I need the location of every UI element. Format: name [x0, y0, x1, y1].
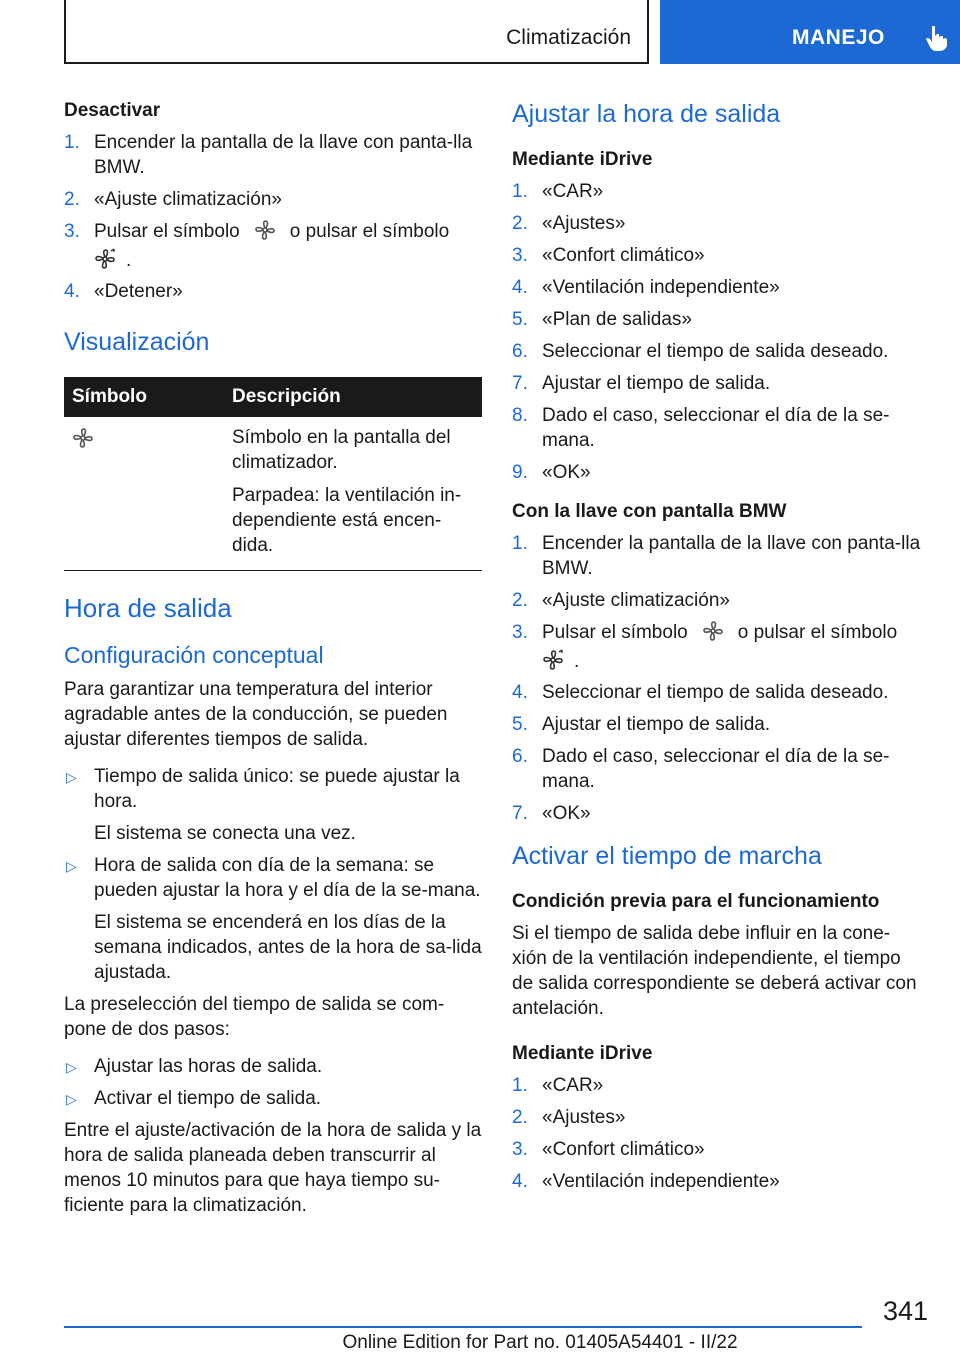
fan-icon	[702, 620, 724, 642]
list-item: 4. Seleccionar el tiempo de salida deseado.	[512, 682, 889, 703]
key-steps	[512, 531, 922, 826]
departure-heading: Hora de salida	[64, 593, 232, 623]
right-column	[512, 100, 922, 1201]
list-item: 4. «Ventilación independiente»	[512, 1171, 780, 1192]
col-header-symbol: Símbolo	[64, 377, 224, 417]
concept-intro: Para garantizar una temperatura del interior agradable antes de la conducción, se pueden ajustar diferentes tiempos de salida.	[64, 679, 448, 750]
key-heading: Con la llave con pantalla BMW	[512, 501, 787, 522]
list-item: 3. «Confort climático»	[512, 1139, 705, 1160]
list-item: 2. «Ajustes»	[512, 1107, 626, 1128]
chapter-tab-label: MANEJO	[792, 26, 885, 49]
deactivate-steps	[64, 130, 482, 304]
list-item: 3. «Confort climático»	[512, 245, 705, 266]
list-item: 4. «Detener»	[64, 281, 183, 302]
list-item: 2. «Ajuste climatización»	[512, 590, 730, 611]
timing-note: Entre el ajuste/activación de la hora de salida y la hora de salida planeada deben transcurrir al menos 10 minutos para que haya tiempo su‐ficiente para la climatización.	[64, 1120, 482, 1216]
activate-idrive-steps	[512, 1073, 922, 1194]
section-title: Climatización	[506, 26, 631, 49]
list-item: 3. Pulsar el símbolo o pulsar el símbolo .	[64, 221, 450, 271]
list-item: 1. Encender la pantalla de la llave con panta‐lla BMW.	[64, 132, 473, 178]
list-item: ▷ Activar el tiempo de salida.	[66, 1088, 322, 1109]
departure-types	[64, 764, 482, 985]
chapter-tab[interactable]	[660, 0, 960, 64]
precondition-text: Si el tiempo de salida debe influir en la cone‐xión de la ventilación independiente, el tiempo de salida correspondiente se deberá activar con antelación.	[512, 923, 917, 1019]
fan-arrow-icon	[542, 649, 564, 671]
list-item: 9. «OK»	[512, 462, 591, 483]
list-item: 2. «Ajustes»	[512, 213, 626, 234]
list-item: 5. Ajustar el tiempo de salida.	[512, 714, 771, 735]
description-text: Parpadea: la ventilación in‐dependiente está encen‐dida.	[232, 485, 462, 556]
footer-divider	[64, 1326, 862, 1328]
list-item: 3. Pulsar el símbolo o pulsar el símbolo .	[512, 622, 898, 672]
fan-icon	[72, 427, 94, 449]
list-item: 1. «CAR»	[512, 181, 604, 202]
page-number: 341	[882, 1296, 928, 1326]
idrive-heading: Mediante iDrive	[512, 1043, 653, 1064]
idrive-heading: Mediante iDrive	[512, 149, 653, 170]
set-time-heading: Ajustar la hora de salida	[512, 100, 781, 128]
list-item: 8. Dado el caso, seleccionar el día de la se‐mana.	[512, 405, 890, 451]
description-text: Símbolo en la pantalla del climatizador.	[232, 427, 451, 473]
list-item: 1. Encender la pantalla de la llave con panta‐lla BMW.	[512, 533, 921, 579]
display-heading: Visualización	[64, 328, 210, 356]
list-item: 6. Dado el caso, seleccionar el día de la se‐mana.	[512, 746, 890, 792]
hand-pointer-icon	[922, 22, 952, 52]
list-item: ▷ Hora de salida con día de la semana: se pueden ajustar la hora y el día de la se‐mana. El sistema se encenderá en los días de la semana indicados, antes de la hora de sa‐lida ajustada.	[66, 855, 482, 983]
list-item: ▷ Ajustar las horas de salida.	[66, 1056, 323, 1077]
activate-heading: Activar el tiempo de marcha	[512, 842, 822, 870]
list-item: 5. «Plan de salidas»	[512, 309, 692, 330]
list-item: ▷ Tiempo de salida único: se puede ajustar la hora. El sistema se conecta una vez.	[66, 766, 460, 844]
list-item: 2. «Ajuste climatización»	[64, 189, 282, 210]
preselect-text: La preselección del tiempo de salida se com‐pone de dos pasos:	[64, 994, 445, 1040]
list-item: 6. Seleccionar el tiempo de salida deseado.	[512, 341, 889, 362]
header-frame	[64, 0, 649, 64]
idrive-steps	[512, 179, 922, 485]
concept-heading: Configuración conceptual	[64, 642, 324, 668]
left-column	[64, 100, 482, 1218]
symbol-table	[64, 377, 482, 571]
preselect-steps	[64, 1054, 482, 1111]
list-item: 7. Ajustar el tiempo de salida.	[512, 373, 771, 394]
list-item: 4. «Ventilación independiente»	[512, 277, 780, 298]
fan-icon	[254, 219, 276, 241]
fan-arrow-icon	[94, 248, 116, 270]
list-item: 1. «CAR»	[512, 1075, 604, 1096]
table-row	[64, 417, 482, 571]
col-header-description: Descripción	[224, 377, 482, 417]
deactivate-heading: Desactivar	[64, 100, 161, 121]
precondition-heading: Condición previa para el funcionamiento	[512, 891, 880, 912]
list-item: 7. «OK»	[512, 803, 591, 824]
footer-edition: Online Edition for Part no. 01405A54401 - II/22	[342, 1332, 738, 1353]
